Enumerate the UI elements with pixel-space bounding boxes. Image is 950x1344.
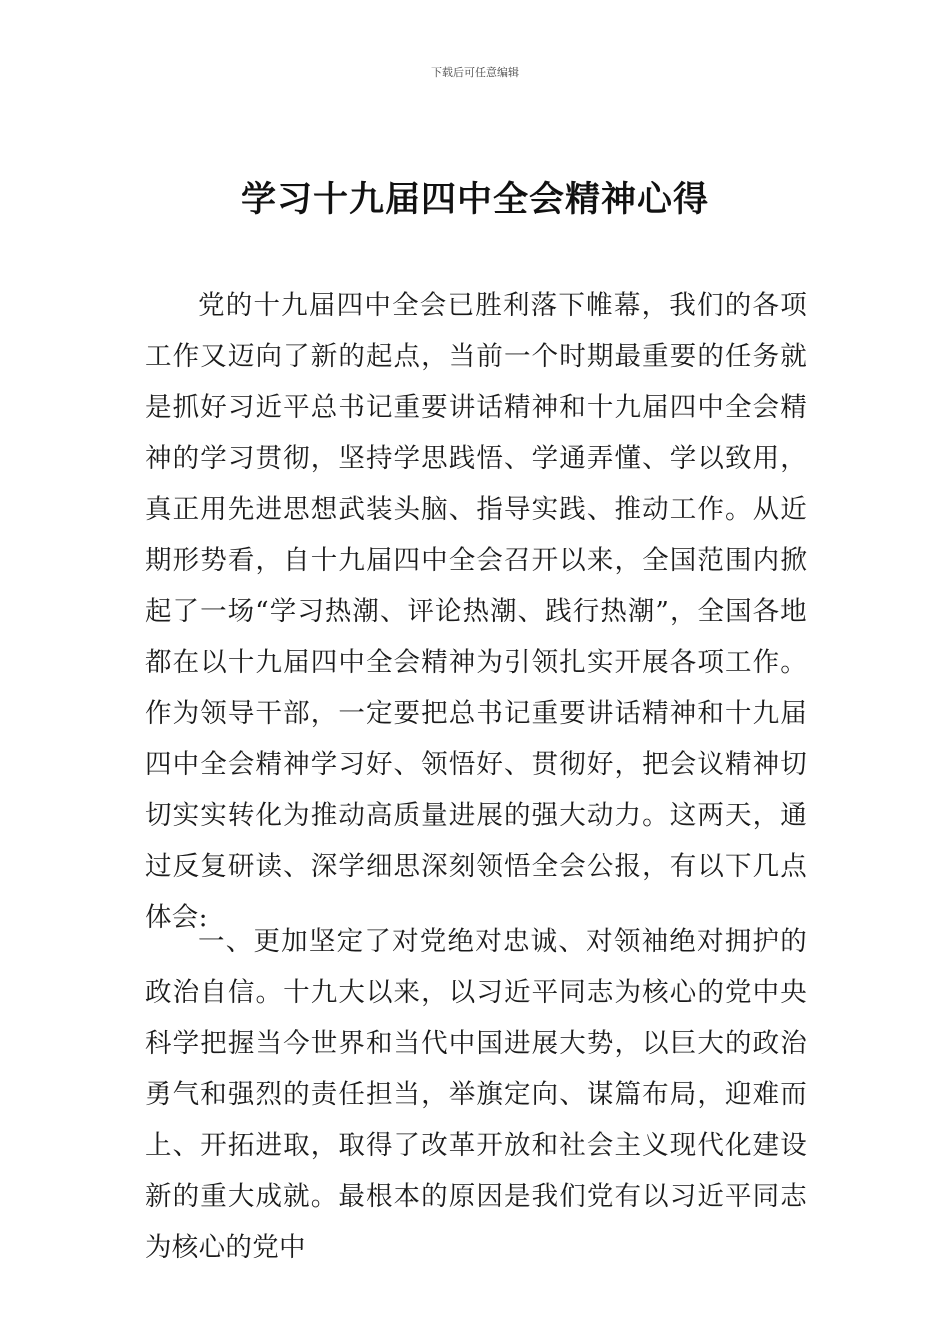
document-title: 学习十九届四中全会精神心得 xyxy=(240,180,709,220)
header-note: 下载后可任意编辑 xyxy=(431,66,519,79)
paragraph-intro: 党的十九届四中全会已胜利落下帷幕，我们的各项工作又迈向了新的起点，当前一个时期最重要的任务就是抓好习近平总书记重要讲话精神和十九届四中全会精神的学习贯彻，坚持学思践悟、学通弄懂、学以致用，真正用先进思想武装头脑、指导实践、推动工作。从近期形势看，自十九届四中全会召开以来，全国范围内掀起了一场“学习热潮、评论热潮、践行热潮”，全国各地都在以十九届四中全会精神为引领扎实开展各项工作。作为领导干部，一定要把总书记重要讲话精神和十九届四中全会精神学习好、领悟好、贯彻好，把会议精神切切实实转化为推动高质量进展的强大动力。这两天，通过反复研读、深学细思深刻领悟全会公报，有以下几点体会: xyxy=(145,290,807,933)
paragraph-point-one: 一、更加坚定了对党绝对忠诚、对领袖绝对拥护的政治自信。十九大以来，以习近平同志为核心的党中央科学把握当今世界和当代中国进展大势，以巨大的政治勇气和强烈的责任担当，举旗定向、谋篇布局，迎难而上、开拓进取，取得了改革开放和社会主义现代化建设新的重大成就。最根本的原因是我们党有以习近平同志为核心的党中 xyxy=(145,926,807,1263)
